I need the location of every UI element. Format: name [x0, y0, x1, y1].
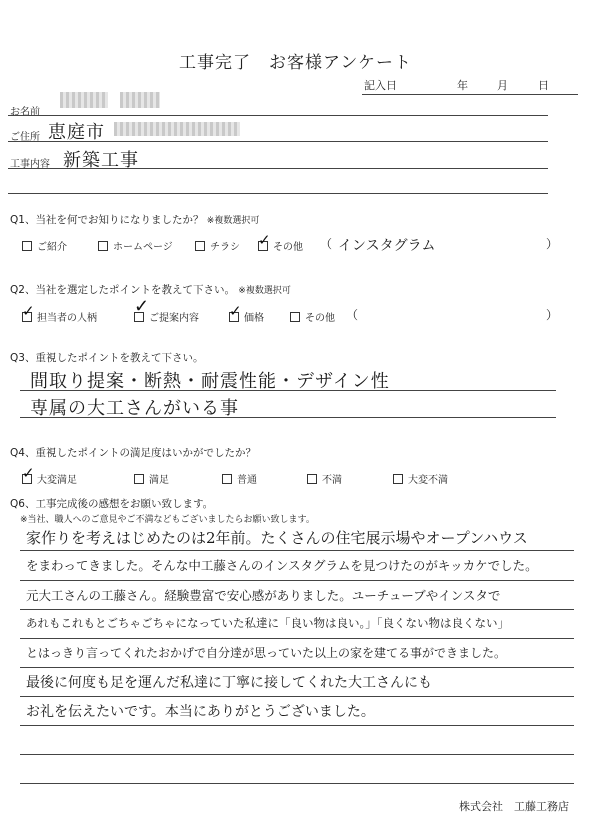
q1-question: Q1、当社を何でお知りになりましたか？ ※複数選択可 [10, 214, 260, 226]
day-label: 日 [538, 79, 549, 92]
q4-option-very-dissatisfied[interactable]: 大変不満 [393, 471, 448, 486]
checkbox-checked[interactable] [134, 295, 150, 322]
q6-answer-line-6: 最後に何度も足を運んだ私達に丁寧に接してくれた大工さんにも [26, 675, 432, 691]
q6-line-6 [20, 696, 574, 697]
q6-line-3 [20, 609, 574, 610]
checkbox[interactable] [290, 312, 300, 322]
name-label: お名前 [10, 107, 40, 118]
q2-option-other[interactable]: その他 [290, 309, 335, 324]
checkbox[interactable] [134, 474, 144, 484]
q2-option-price[interactable]: ✓ 価格 [229, 301, 264, 324]
q2-paren-open: （ [346, 308, 359, 322]
q1-option-flyer[interactable]: チラシ [195, 238, 240, 253]
q1-paren-open: （ [320, 237, 333, 251]
redacted-name-2 [120, 92, 160, 108]
checkbox-checked[interactable] [22, 301, 35, 322]
redacted-name-1 [60, 92, 108, 108]
q6-answer-line-1: 家作りを考えはじめたのは2年前。たくさんの住宅展示場やオープンハウス [26, 529, 528, 547]
q6-line-2 [20, 580, 574, 581]
address-label: ご住所 [10, 132, 40, 143]
q2-option-proposal[interactable]: ✓ ご提案内容 [134, 295, 199, 324]
checkbox[interactable] [393, 474, 403, 484]
q1-option-homepage[interactable]: ホームページ [98, 238, 173, 253]
q4-option-neutral[interactable]: 普通 [222, 471, 257, 486]
page-title: 工事完了 お客様アンケート [179, 53, 412, 73]
q4-option-satisfied[interactable]: 満足 [134, 471, 169, 486]
q3-line-1 [20, 390, 556, 391]
q2-paren-close: ） [546, 308, 559, 322]
work-underline [8, 168, 548, 169]
q6-line-4 [20, 638, 574, 639]
q1-other-answer: インスタグラム [338, 238, 436, 254]
q6-line-9 [20, 783, 574, 784]
q6-line-5 [20, 667, 574, 668]
q2-question: Q2、当社を選定したポイントを教えて下さい。 ※複数選択可 [10, 284, 291, 296]
checkmark-icon: ✓ [22, 463, 35, 482]
work-value: 新築工事 [63, 150, 139, 171]
q4-question: Q4、重視したポイントの満足度はいかがでしたか？ [10, 447, 256, 459]
checkbox[interactable] [195, 241, 205, 251]
q1-paren-close: ） [546, 237, 559, 251]
q6-answer-line-3: 元大工さんの工藤さん。経験豊富で安心感がありました。ユーチューブやインスタで [26, 588, 501, 603]
checkbox[interactable] [22, 241, 32, 251]
year-label: 年 [457, 79, 468, 92]
checkbox-checked[interactable] [258, 230, 271, 251]
checkbox[interactable] [98, 241, 108, 251]
q4-option-very-satisfied[interactable]: ✓ 大変満足 [22, 463, 77, 486]
checkbox[interactable] [222, 474, 232, 484]
date-label: 記入日 [364, 79, 397, 92]
checkbox-checked[interactable] [22, 463, 35, 484]
redacted-address [114, 122, 240, 136]
q3-question: Q3、重視したポイントを教えて下さい。 [10, 352, 204, 364]
q4-option-dissatisfied[interactable]: 不満 [307, 471, 342, 486]
name-underline [8, 115, 548, 116]
q6-answer-line-7: お礼を伝えたいです。本当にありがとうございました。 [26, 704, 375, 720]
checkmark-icon: ✓ [134, 295, 150, 317]
checkmark-icon: ✓ [22, 301, 35, 320]
q1-option-referral[interactable]: ご紹介 [22, 238, 67, 253]
address-value: 恵庭市 [48, 122, 105, 143]
q6-answer-line-4: あれもこれもとごちゃごちゃになっていた私達に「良い物は良い。」「良くない物は良くない」 [26, 616, 509, 630]
q6-answer-line-2: をまわってきました。そんな中工藤さんのインスタグラムを見つけたのがキッカケでした。 [26, 558, 538, 573]
q2-option-staff[interactable]: ✓ 担当者の人柄 [22, 301, 97, 324]
date-underline [362, 94, 578, 95]
q3-answer-line-2: 専属の大工さんがいる事 [30, 398, 239, 419]
checkbox-checked[interactable] [229, 301, 242, 322]
work-label: 工事内容 [10, 159, 50, 170]
q3-line-2 [20, 417, 556, 418]
q6-note: ※当社、職人へのご意見やご不満などもございましたらお願い致します。 [20, 515, 315, 525]
company-name: 株式会社 工藤工務店 [459, 800, 569, 813]
checkmark-icon: ✓ [258, 230, 271, 249]
q6-line-1 [20, 550, 574, 551]
q6-line-8 [20, 754, 574, 755]
checkmark-icon: ✓ [229, 301, 242, 320]
q3-answer-line-1: 間取り提案・断熱・耐震性能・デザイン性 [30, 371, 390, 392]
q6-question: Q6、工事完成後の感想をお願い致します。 [10, 498, 214, 510]
q6-line-7 [20, 725, 574, 726]
address-underline [8, 141, 548, 142]
q1-option-other[interactable]: ✓ その他 [258, 230, 303, 253]
blank-line [8, 193, 548, 194]
month-label: 月 [497, 79, 508, 92]
checkbox[interactable] [307, 474, 317, 484]
q6-answer-line-5: とはっきり言ってくれたおかげで自分達が思っていた以上の家を建てる事ができました。 [26, 646, 507, 660]
